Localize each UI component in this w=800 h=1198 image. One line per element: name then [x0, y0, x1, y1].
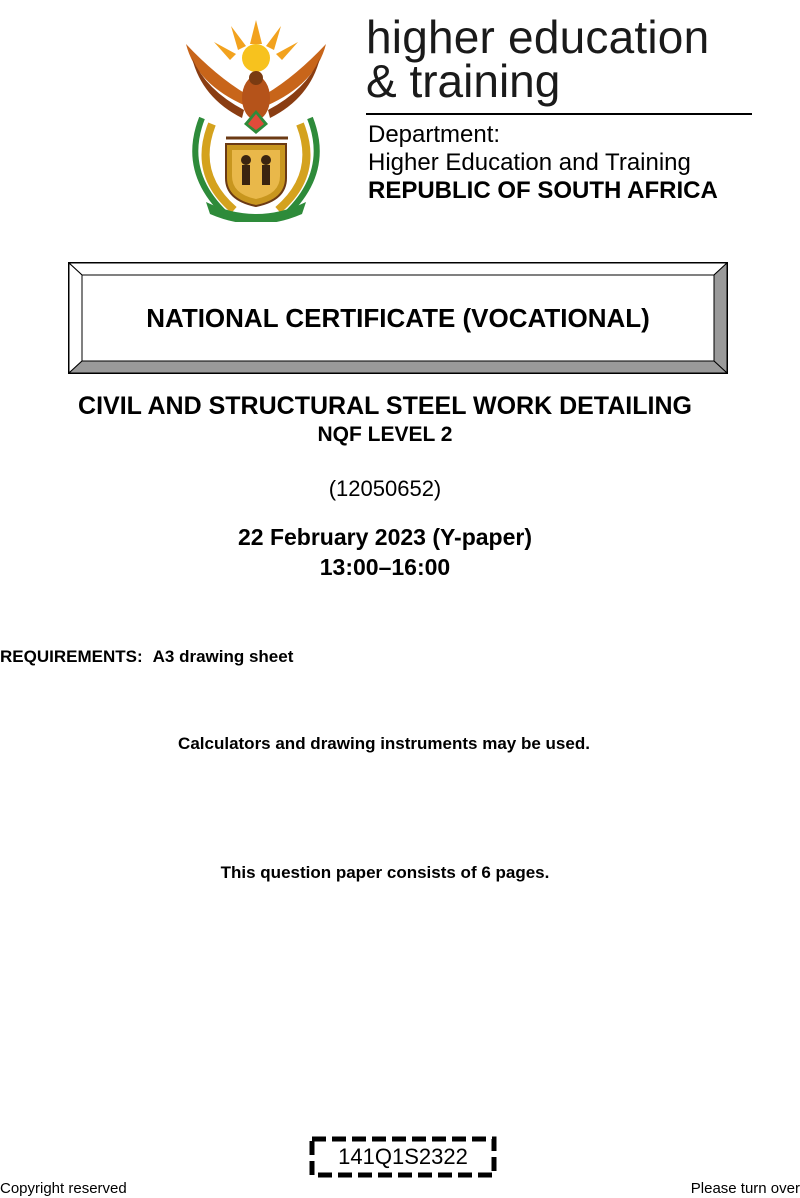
requirements-label: REQUIREMENTS:	[0, 647, 143, 666]
exam-time: 13:00–16:00	[319, 554, 451, 580]
department-name: Higher Education and Training	[368, 149, 691, 176]
paper-code: 141Q1S2322	[338, 1144, 468, 1169]
subject-code: (12050652)	[328, 476, 442, 501]
requirements-value: A3 drawing sheet	[152, 647, 294, 666]
certificate-banner	[68, 262, 728, 374]
exam-date: 22 February 2023 (Y-paper)	[237, 524, 533, 550]
subject-title: CIVIL AND STRUCTURAL STEEL WORK DETAILING	[78, 392, 692, 420]
requirements	[0, 646, 293, 668]
department-title-line1: higher education	[366, 11, 710, 63]
department-label: Department:	[368, 121, 501, 148]
banner-title: NATIONAL CERTIFICATE (VOCATIONAL)	[146, 302, 650, 333]
nqf-level: NQF LEVEL 2	[317, 423, 453, 446]
page-count-notice: This question paper consists of 6 pages.	[220, 863, 550, 882]
country-name: REPUBLIC OF SOUTH AFRICA	[368, 177, 718, 204]
paper-code-box	[309, 1136, 497, 1178]
turn-over-notice: Please turn over	[690, 1180, 800, 1197]
calculator-notice: Calculators and drawing instruments may be used.	[178, 734, 590, 753]
department-title-line2: & training	[366, 55, 561, 107]
coat-of-arms-icon	[176, 14, 336, 222]
header-divider	[366, 113, 752, 115]
copyright-notice: Copyright reserved	[0, 1180, 127, 1197]
